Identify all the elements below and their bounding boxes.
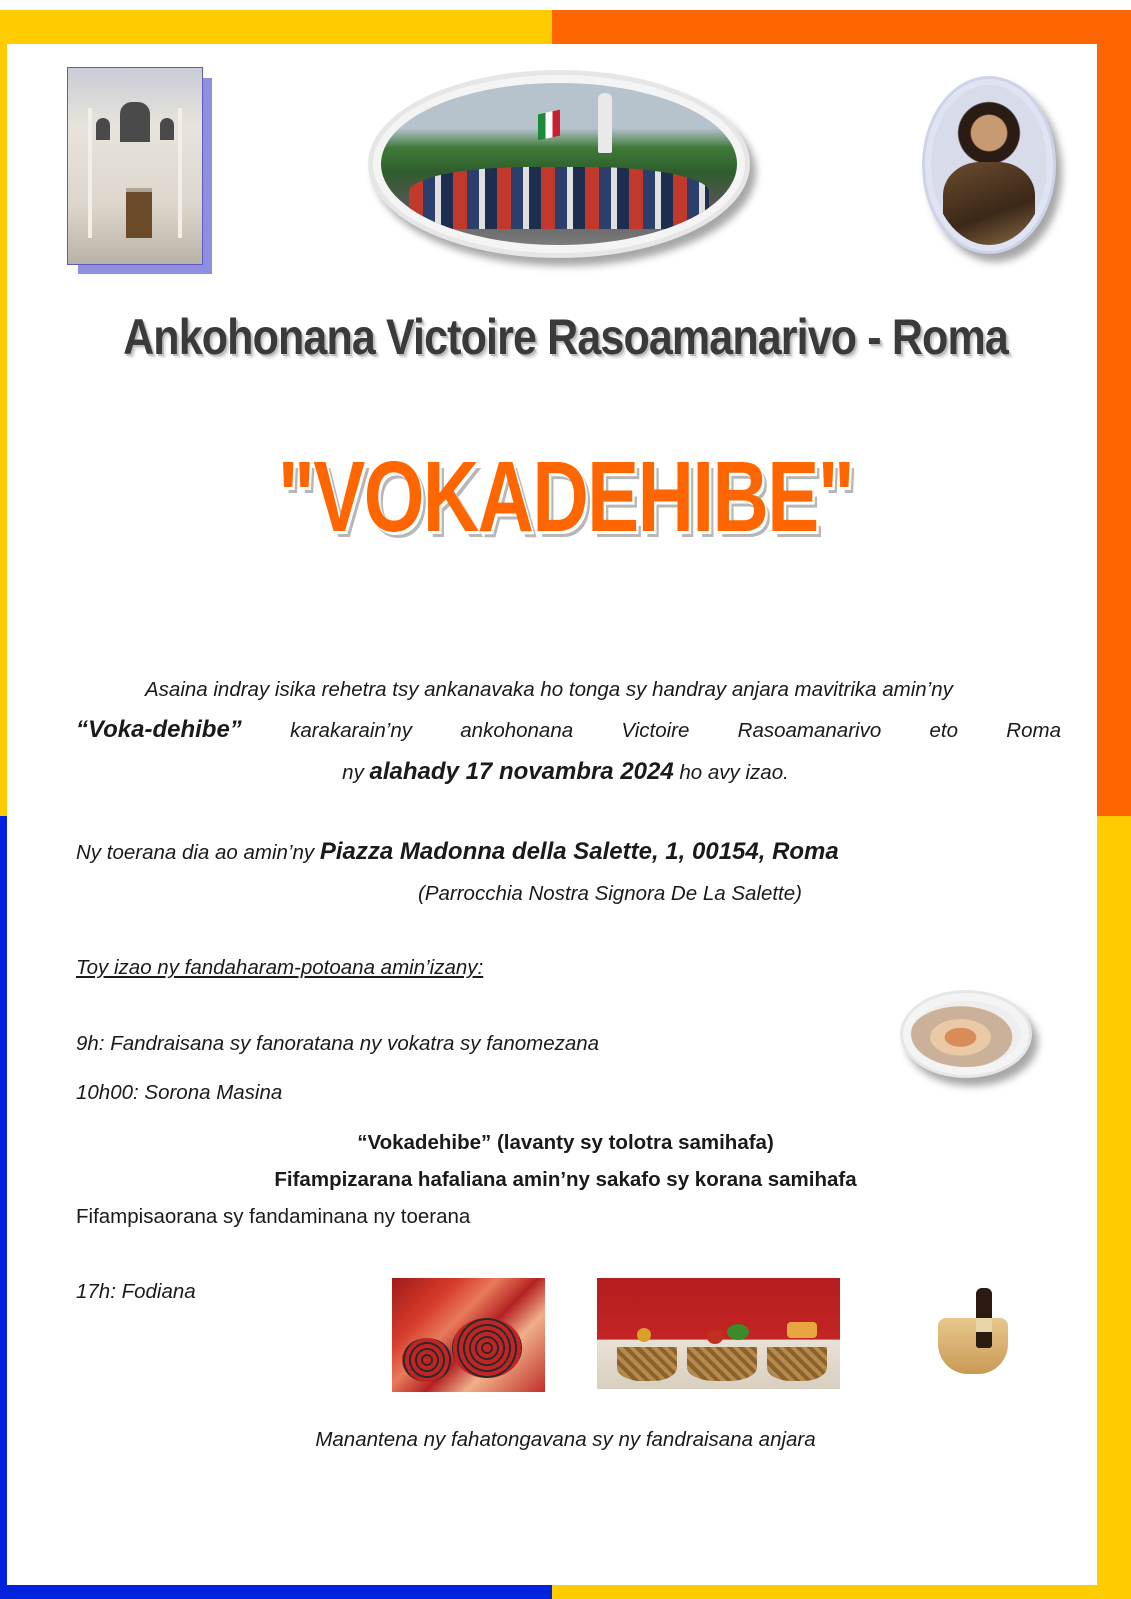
parish-name: (Parrocchia Nostra Signora De La Salette) <box>418 882 802 905</box>
handicrafts-photo <box>392 1278 545 1392</box>
location-line <box>76 838 839 867</box>
schedule-item-10h: 10h00: Sorona Masina <box>76 1081 283 1104</box>
community-title: Ankohonana Victoire Rasoamanarivo - Roma <box>123 309 1008 365</box>
intro-date-suffix: ho avy izao. <box>679 761 789 784</box>
frame-band-bottom-blue <box>0 1585 552 1599</box>
schedule-item-sharing: Fifampizarana hafaliana amin’ny sakafo sy korana samihafa <box>274 1168 857 1191</box>
schedule-item-auction: “Vokadehibe” (lavanty sy tolotra samihafa) <box>357 1131 774 1154</box>
produce-baskets-photo <box>597 1278 840 1389</box>
frame-band-right-yellow <box>1097 816 1131 1599</box>
wine-basket-photo <box>918 1278 1026 1378</box>
frame-band-right-orange <box>1097 10 1131 816</box>
frame-band-left-yellow <box>0 10 7 816</box>
group-pilgrimage-photo <box>368 70 750 258</box>
location-address: Piazza Madonna della Salette, 1, 00154, Roma <box>319 838 839 865</box>
schedule-item-9h: 9h: Fandraisana sy fanoratana ny vokatra sy fanomezana <box>76 1032 600 1055</box>
intro-word: Rasoamanarivo <box>737 719 882 742</box>
intro-date-prefix: ny <box>342 761 364 784</box>
frame-band-top-yellow <box>0 10 552 44</box>
intro-line-1: Asaina indray isika rehetra tsy ankanavaka ho tonga sy handray anjara mavitrika amin’ny <box>145 678 953 701</box>
event-name-inline: “Voka-dehibe” <box>76 716 242 743</box>
program-heading: Toy izao ny fandaharam-potoana amin’izany: <box>76 956 484 979</box>
victoire-portrait-photo <box>922 76 1056 254</box>
frame-band-bottom-yellow <box>552 1585 1131 1599</box>
schedule-item-thanks: Fifampisaorana sy fandaminana ny toerana <box>76 1205 471 1228</box>
event-date: alahady 17 novambra 2024 <box>369 758 674 785</box>
church-facade-photo <box>68 68 202 264</box>
intro-word: eto <box>929 719 959 742</box>
intro-word: ankohonana <box>460 719 574 742</box>
event-title: "VOKADEHIBE" <box>277 441 854 553</box>
location-prefix: Ny toerana dia ao amin’ny <box>76 841 315 864</box>
frame-band-left-blue <box>0 816 7 1599</box>
offering-hands-image <box>900 990 1032 1078</box>
frame-band-top-orange <box>552 10 1131 44</box>
intro-line-3 <box>0 758 1131 787</box>
intro-line-2 <box>76 716 1061 745</box>
schedule-item-17h: 17h: Fodiana <box>76 1280 196 1303</box>
intro-word: Roma <box>1006 719 1061 742</box>
intro-word: karakarain’ny <box>290 719 412 742</box>
intro-word: Victoire <box>621 719 690 742</box>
closing-line: Manantena ny fahatongavana sy ny fandraisana anjara <box>315 1428 816 1451</box>
